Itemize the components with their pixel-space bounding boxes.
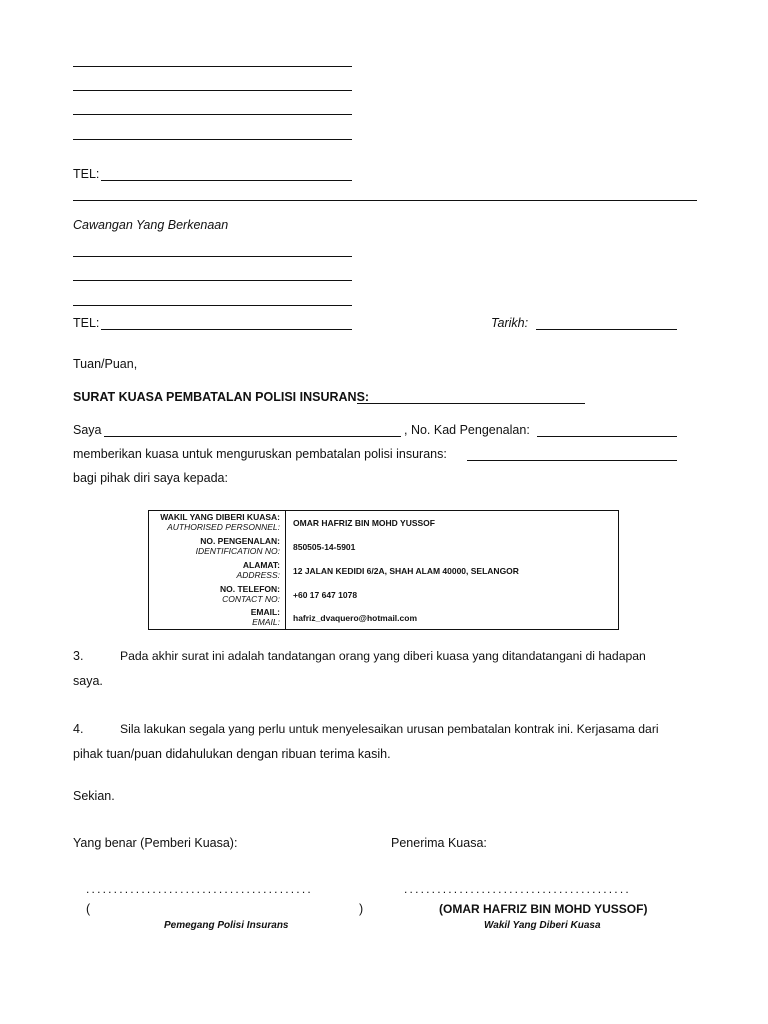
info-row-ic xyxy=(149,536,618,560)
section-divider xyxy=(73,200,697,201)
tel-label-branch: TEL: xyxy=(73,316,100,330)
label-phone-my: NO. TELEFON: xyxy=(220,584,280,594)
signature-left-caption: Pemegang Polisi Insurans xyxy=(164,920,289,931)
subject-line xyxy=(357,403,585,404)
value-authorised: OMAR HAFRIZ BIN MOHD YUSSOF xyxy=(293,518,435,528)
authorised-info-table xyxy=(148,510,619,630)
label-email-my: EMAIL: xyxy=(250,607,280,617)
signature-left-dots: ......................................... xyxy=(86,882,313,896)
info-row-email xyxy=(149,607,618,631)
closing: Sekian. xyxy=(73,789,115,803)
info-row-name xyxy=(149,512,618,536)
label-authorised-en: AUTHORISED PERSONNEL: xyxy=(167,522,280,532)
ic-label: , No. Kad Pengenalan: xyxy=(404,423,530,437)
label-email-en: EMAIL: xyxy=(252,617,280,627)
date-label: Tarikh: xyxy=(491,316,529,330)
branch-line-2 xyxy=(73,280,352,281)
paragraph-4-line-1: Sila lakukan segala yang perlu untuk menyelesaikan urusan pembatalan kontrak ini. Kerjasama dari xyxy=(120,722,659,736)
address-line-4 xyxy=(73,139,352,140)
greeting: Tuan/Puan, xyxy=(73,357,138,371)
value-address: 12 JALAN KEDIDI 6/2A, SHAH ALAM 40000, SELANGOR xyxy=(293,566,519,576)
tel-line-branch xyxy=(101,329,352,330)
label-address-my: ALAMAT: xyxy=(242,560,280,570)
signature-right-label: Penerima Kuasa: xyxy=(391,836,487,850)
tel-label-top: TEL: xyxy=(73,167,100,181)
address-line-1 xyxy=(73,66,352,67)
date-line xyxy=(536,329,677,330)
label-ic-en: IDENTIFICATION NO: xyxy=(195,546,280,556)
label-ic-my: NO. PENGENALAN: xyxy=(200,536,280,546)
branch-line-1 xyxy=(73,256,352,257)
signature-right-name: (OMAR HAFRIZ BIN MOHD YUSSOF) xyxy=(439,902,648,916)
label-authorised-my: WAKIL YANG DIBERI KUASA: xyxy=(160,512,280,522)
paragraph-3-line-2: saya. xyxy=(73,674,103,688)
address-line-3 xyxy=(73,114,352,115)
paragraph-3-line-1: Pada akhir surat ini adalah tandatangan orang yang diberi kuasa yang ditandatangani di hadapan xyxy=(120,649,646,663)
paragraph-4-line-2: pihak tuan/puan didahulukan dengan ribuan terima kasih. xyxy=(73,747,391,761)
value-phone: +60 17 647 1078 xyxy=(293,590,358,600)
signature-right-dots: ......................................... xyxy=(404,882,631,896)
name-line xyxy=(104,436,401,437)
info-row-address xyxy=(149,560,618,584)
value-ic: 850505-14-5901 xyxy=(293,542,356,552)
info-row-phone xyxy=(149,584,618,608)
saya-label: Saya xyxy=(73,423,102,437)
behalf-text: bagi pihak diri saya kepada: xyxy=(73,471,228,485)
branch-line-3 xyxy=(73,305,352,306)
value-email: hafriz_dvaquero@hotmail.com xyxy=(293,613,418,623)
paragraph-4-number: 4. xyxy=(73,722,84,736)
subject-label: SURAT KUASA PEMBATALAN POLISI INSURANS: xyxy=(73,390,370,404)
branch-title: Cawangan Yang Berkenaan xyxy=(73,218,229,232)
paragraph-3-number: 3. xyxy=(73,649,84,663)
signature-left-label: Yang benar (Pemberi Kuasa): xyxy=(73,836,238,850)
signature-right-caption: Wakil Yang Diberi Kuasa xyxy=(484,920,601,931)
label-address-en: ADDRESS: xyxy=(236,570,280,580)
ic-line xyxy=(537,436,677,437)
policy-line xyxy=(467,460,677,461)
tel-line-top xyxy=(101,180,352,181)
label-phone-en: CONTACT NO: xyxy=(222,594,280,604)
signature-left-close-paren: ) xyxy=(359,902,364,916)
signature-left-open-paren: ( xyxy=(86,902,91,916)
authorize-text: memberikan kuasa untuk menguruskan pembatalan polisi insurans: xyxy=(73,447,447,461)
address-line-2 xyxy=(73,90,352,91)
